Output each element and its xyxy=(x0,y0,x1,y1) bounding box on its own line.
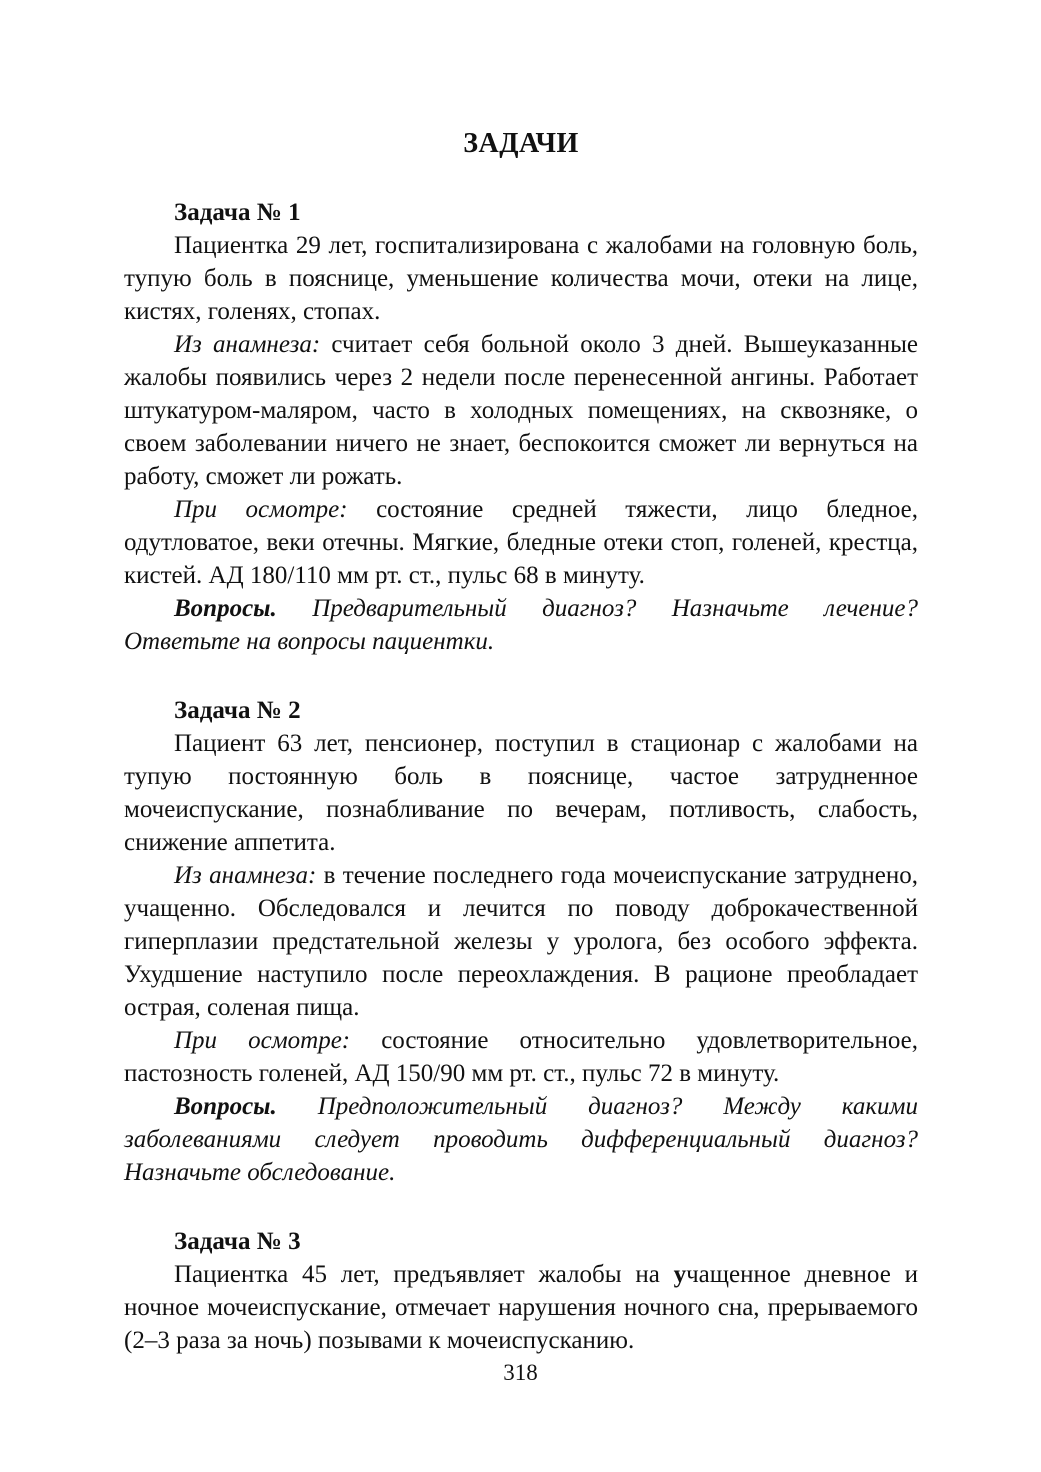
task-complaint: Пациентка 29 лет, госпитализирована с жалобами на головную боль, тупую боль в пояснице, уменьшение количества мочи, отеки на лице, кистях, голенях, стопах. xyxy=(124,232,918,325)
anamnesis-text: считает себя больной около 3 дней. Вышеуказанные жалобы появились через 2 недели после перенесенной ангины. Работает штукатуром-маляром, часто в холодных помещениях, на сквозняке, о своем заболевании ничего не знает, беспокоится сможет ли вернуться на работу, сможет ли рожать. xyxy=(124,331,918,490)
questions-label: Вопросы. xyxy=(174,595,277,622)
document-page xyxy=(124,126,918,1393)
complaint-text-start: Пациентка 45 лет, предъявляет жалобы на xyxy=(174,1261,674,1288)
task-heading: Задача № 1 xyxy=(174,199,301,226)
task-heading: Задача № 3 xyxy=(174,1228,301,1255)
exam-label: При осмотре: xyxy=(174,1027,351,1054)
task-complaint: Пациент 63 лет, пенсионер, поступил в стационар с жалобами на тупую постоянную боль в пояснице, частое затрудненное мочеиспускание, познабливание по вечерам, потливость, слабость, снижение аппетита. xyxy=(124,730,918,856)
task-heading: Задача № 2 xyxy=(174,697,301,724)
task-exam xyxy=(124,493,918,592)
exam-label: При осмотре: xyxy=(174,496,348,523)
questions-text: Предположительный диагноз? Между какими заболеваниями следует проводить дифференциальный диагноз? Назначьте обследование. xyxy=(124,1093,918,1186)
questions-label: Вопросы. xyxy=(174,1093,277,1120)
task-questions xyxy=(124,592,918,658)
task-complaint xyxy=(124,1258,918,1357)
task-questions xyxy=(124,1090,918,1189)
anamnesis-text: в течение последнего года мочеиспускание затруднено, учащенно. Обследовался и лечится по поводу доброкачественной гиперплазии предстательной железы у уролога, без особого эффекта. Ухудшение наступило после переохлаждения. В рационе преобладает острая, соленая пища. xyxy=(124,862,918,1021)
complaint-text-end: чащенное дневное и ночное мочеиспускание, отмечает нарушения ночного сна, прерываемого (2–3 раза за ночь) позывами к мочеиспусканию. xyxy=(124,1261,919,1354)
task-2 xyxy=(124,694,918,1189)
anamnesis-label: Из анамнеза: xyxy=(174,331,321,358)
task-1 xyxy=(124,196,918,658)
exam-text: состояние относительно удовлетворительное, пастозность голеней, АД 150/90 мм рт. ст., пульс 72 в минуту. xyxy=(124,1027,918,1087)
exam-text: состояние средней тяжести, лицо бледное, одутловатое, веки отечны. Мягкие, бледные отеки стоп, голеней, крестца, кистей. АД 180/110 мм рт. ст., пульс 68 в минуту. xyxy=(124,496,918,589)
anamnesis-label: Из анамнеза: xyxy=(174,862,317,889)
page-number: 318 xyxy=(503,1360,538,1385)
page-title: ЗАДАЧИ xyxy=(463,128,579,159)
questions-text: Предварительный диагноз? Назначьте лечение? Ответьте на вопросы пациентки. xyxy=(124,595,918,655)
task-exam xyxy=(124,1024,918,1090)
task-anamnesis xyxy=(124,859,918,1024)
complaint-bold-letter: у xyxy=(673,1261,687,1288)
task-3 xyxy=(124,1225,918,1357)
task-anamnesis xyxy=(124,328,918,493)
